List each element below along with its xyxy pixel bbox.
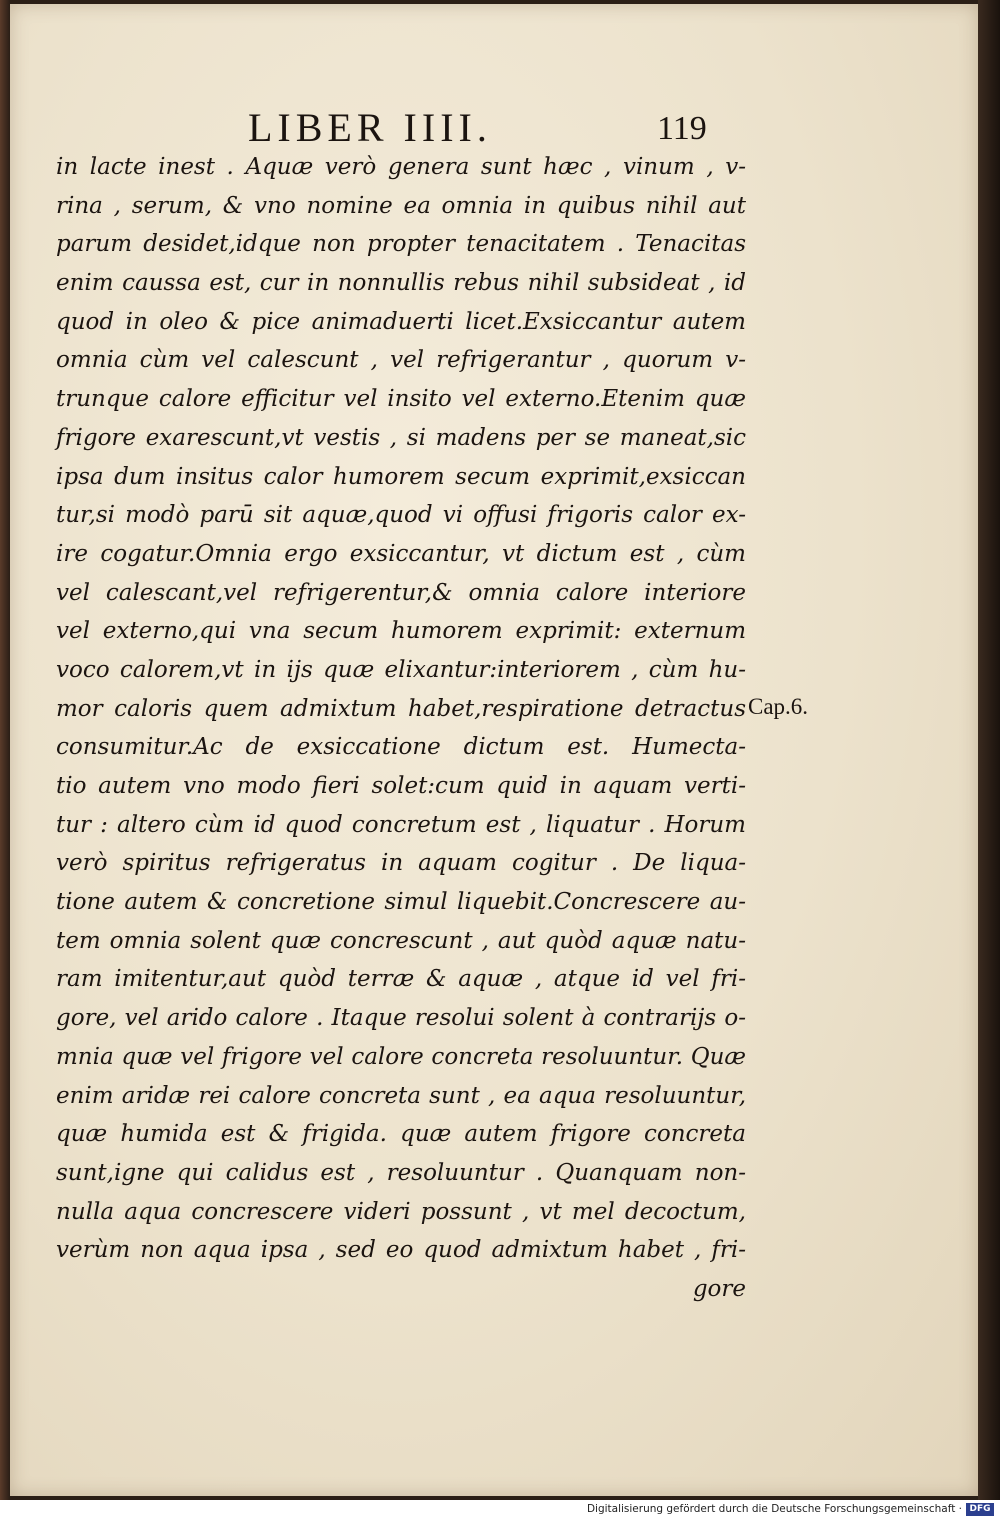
page-number: 119 xyxy=(657,110,707,147)
text-line: trunque calore efficitur vel insito vel externo.Etenim quæ xyxy=(56,386,746,413)
text-line: quod in oleo & pice animaduerti licet.Exsiccantur autem xyxy=(56,308,746,335)
text-line: mnia quæ vel frigore vel calore concreta resoluuntur. Quæ xyxy=(56,1043,746,1070)
text-line: parum desidet,idque non propter tenacitatem . Tenacitas xyxy=(56,231,746,258)
text-line: nulla aqua concrescere videri possunt , vt mel decoctum, xyxy=(56,1198,746,1225)
text-line: in lacte inest . Aquæ verò genera sunt hæc , vinum , v- xyxy=(56,154,746,180)
body-text xyxy=(56,148,746,1309)
text-line: tur : altero cùm id quod concretum est , liquatur . Horum xyxy=(56,811,746,838)
dfg-logo: DFG xyxy=(966,1503,994,1516)
text-line: tio autem vno modo fieri solet:cum quid in aquam verti- xyxy=(56,773,746,799)
text-line: vel calescant,vel refrigerentur,& omnia calore interiore xyxy=(56,579,746,606)
text-line: enim aridæ rei calore concreta sunt , ea aqua resoluuntur, xyxy=(56,1082,746,1109)
text-line: vel externo,qui vna secum humorem exprimit: externum xyxy=(56,618,746,645)
text-line: ipsa dum insitus calor humorem secum exprimit,exsiccan xyxy=(56,463,746,490)
text-line: gore xyxy=(692,1275,746,1302)
funding-credit: Digitalisierung gefördert durch die Deutsche Forschungsgemeinschaft · xyxy=(586,1503,962,1515)
page-edge xyxy=(978,0,1000,1500)
footer-bar xyxy=(0,1500,1000,1520)
running-head: LIBER IIII. xyxy=(248,105,492,150)
text-line: tione autem & concretione simul liquebit.Concrescere au- xyxy=(56,889,746,916)
text-line: tem omnia solent quæ concrescunt , aut quòd aquæ natu- xyxy=(56,927,746,954)
book-spine-edge xyxy=(0,0,10,1500)
text-line: tur,si modò parū sit aquæ,quod vi offusi frigoris calor ex- xyxy=(56,502,746,529)
text-line: frigore exarescunt,vt vestis , si madens per se maneat,sic xyxy=(56,424,746,451)
text-line: consumitur.Ac de exsiccatione dictum est. Humecta- xyxy=(56,734,746,761)
text-line: ire cogatur.Omnia ergo exsiccantur, vt dictum est , cùm xyxy=(56,540,746,567)
text-line: verò spiritus refrigeratus in aquam cogitur . De liqua- xyxy=(56,850,746,877)
text-line: rina , serum, & vno nomine ea omnia in quibus nihil aut xyxy=(56,192,746,219)
marginal-note: Cap.6. xyxy=(748,694,809,719)
text-line: gore, vel arido calore . Itaque resolui solent à contrarijs o- xyxy=(56,1005,746,1032)
text-line: enim caussa est, cur in nonnullis rebus nihil subsideat , id xyxy=(56,270,746,297)
text-line: ram imitentur,aut quòd terræ & aquæ , atque id vel fri- xyxy=(56,966,746,993)
text-line: sunt,igne qui calidus est , resoluuntur . Quanquam non- xyxy=(56,1159,746,1186)
text-line: verùm non aqua ipsa , sed eo quod admixtum habet , fri- xyxy=(56,1237,746,1264)
text-line: mor caloris quem admixtum habet,respiratione detractus xyxy=(56,695,746,722)
text-line: voco calorem,vt in ijs quæ elixantur:interiorem , cùm hu- xyxy=(56,656,746,683)
text-line: quæ humida est & frigida. quæ autem frigore concreta xyxy=(56,1121,746,1148)
text-line: omnia cùm vel calescunt , vel refrigerantur , quorum v- xyxy=(56,347,746,374)
